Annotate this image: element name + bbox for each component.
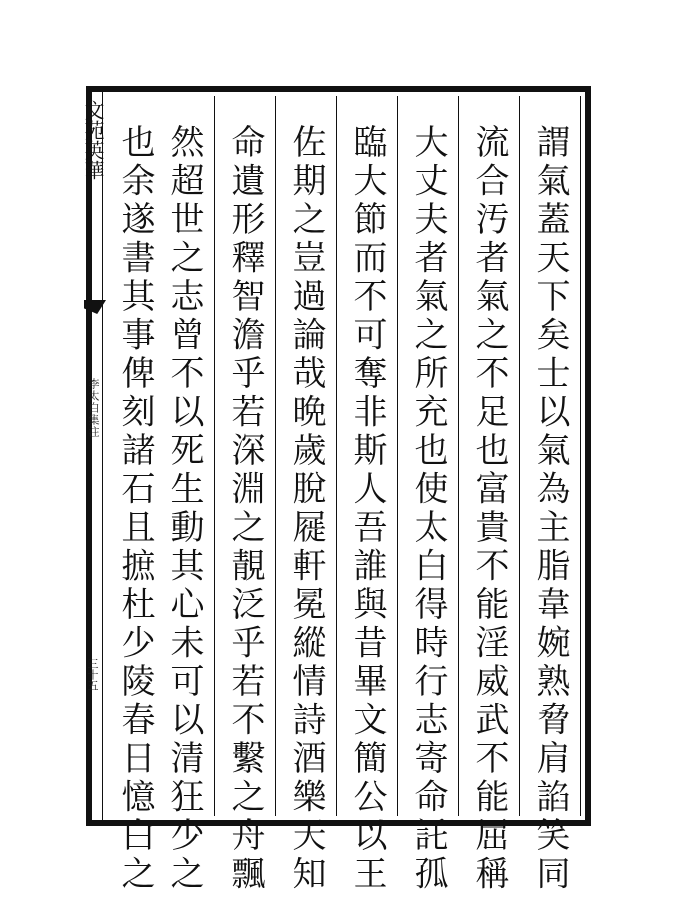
text-column-2 (459, 96, 520, 894)
column-text: 佐期之豈過論哉晩歲脫屣軒冕縱情詩酒樂天知 (286, 124, 326, 894)
spine-title: 李太白集注 (87, 378, 100, 438)
column-text: 大丈夫者氣之所充也使太白得時行志寄命託孤 (408, 124, 448, 894)
column-text: 謂氣蓋天下矣士以氣為主脂韋婉熟脅肩諂笑同 (530, 124, 570, 894)
spine-header-text: 文苑英華 (81, 100, 105, 180)
column-text: 也余遂書其事俾刻諸石且摭杜少陵春日憶白之 (115, 124, 155, 894)
spine-page-number: 三十五 (86, 658, 99, 691)
text-column-6 (215, 96, 276, 894)
column-text: 流合汚者氣之不足也富貴不能淫威武不能屈稱 (469, 124, 509, 894)
column-text: 臨大節而不可奪非斯人吾誰與昔畢文簡公以王 (347, 124, 387, 894)
text-column-1 (520, 96, 581, 894)
column-text: 命遺形釋智澹乎若深淵之靚泛乎若不繫之舟飄 (225, 124, 265, 894)
text-column-5 (276, 96, 337, 894)
text-column-3 (398, 96, 459, 894)
text-column-4 (337, 96, 398, 894)
column-text: 然超世之志曾不以死生動其心未可以清狂少之 (164, 124, 204, 894)
text-column-8 (104, 96, 165, 894)
